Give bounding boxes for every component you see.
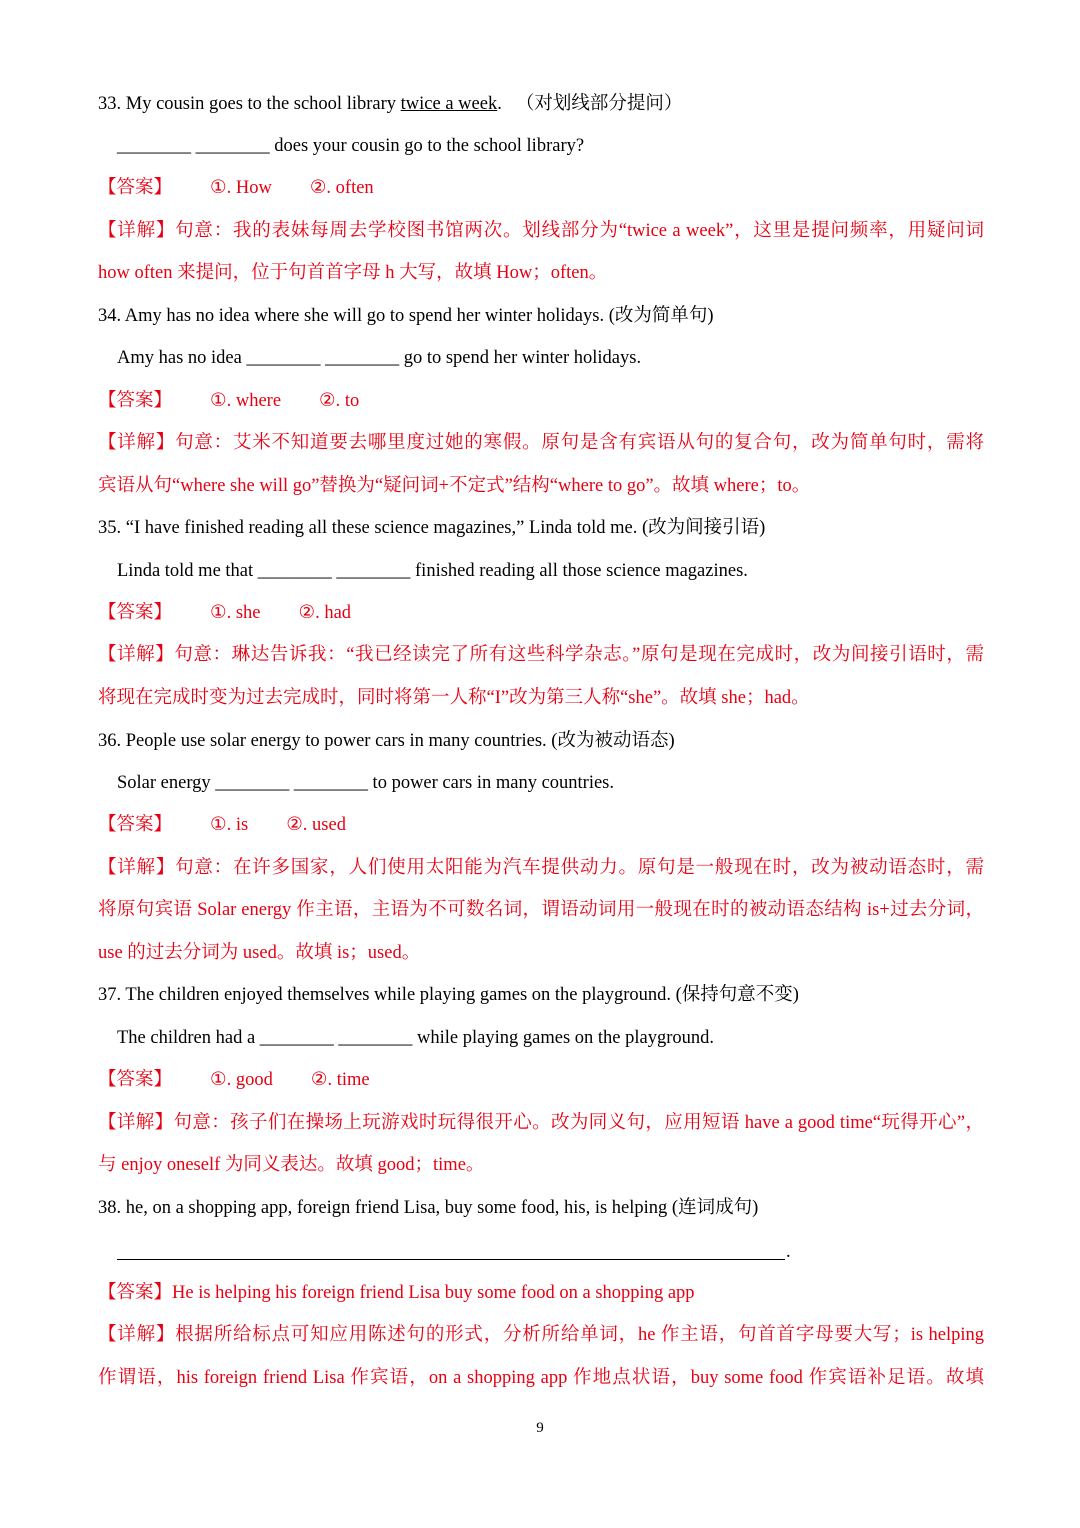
answer-item-1: ①. where	[210, 391, 282, 411]
answer-label: 【答案】	[98, 815, 173, 835]
question-36-explanation-line: 【详解】句意：在许多国家，人们使用太阳能为汽车提供动力。原句是一般现在时，改为被动语态时，需	[98, 858, 984, 878]
question-33-explanation-line: how often 来提问，位于句首首字母 h 大写，故填 How；often。	[98, 263, 608, 283]
answer-item-1: ①. is	[210, 815, 249, 835]
answer-blank-line	[117, 1259, 785, 1260]
question-35-explanation-line: 【详解】句意：琳达告诉我：“我已经读完了所有这些科学杂志。”原句是现在完成时，改为间接引语时，需	[98, 645, 984, 665]
question-36-stem: 36. People use solar energy to power cars in many countries. (改为被动语态)	[98, 731, 675, 751]
question-34-blank-line: Amy has no idea ________ ________ go to spend her winter holidays.	[117, 348, 642, 368]
answer-item-1: ①. good	[210, 1070, 273, 1090]
question-35-stem: 35. “I have finished reading all these science magazines,” Linda told me. (改为间接引语)	[98, 518, 766, 538]
question-33-answer	[98, 176, 984, 200]
question-38-answer: 【答案】He is helping his foreign friend Lisa buy some food on a shopping app	[98, 1283, 695, 1303]
question-37-answer	[98, 1068, 984, 1092]
question-instruction: （对划线部分提问）	[515, 94, 683, 114]
question-34-answer	[98, 389, 984, 413]
question-34-stem: 34. Amy has no idea where she will go to spend her winter holidays. (改为简单句)	[98, 306, 714, 326]
question-37-explanation-line: 与 enjoy oneself 为同义表达。故填 good；time。	[98, 1155, 485, 1175]
question-36-explanation-line: 将原句宾语 Solar energy 作主语，主语为不可数名词，谓语动词用一般现在时的被动语态结构 is+过去分词，	[98, 900, 984, 920]
question-36-blank-line: Solar energy ________ ________ to power cars in many countries.	[117, 773, 615, 793]
question-35-blank-line: Linda told me that ________ ________ finished reading all those science magazines.	[117, 561, 748, 581]
answer-item-1: ①. she	[210, 603, 261, 623]
question-text-end: .	[497, 94, 502, 114]
question-34-explanation-line: 【详解】句意：艾米不知道要去哪里度过她的寒假。原句是含有宾语从句的复合句，改为简单句时，需将	[98, 433, 984, 453]
answer-item-2: ②. often	[309, 178, 374, 198]
question-37-explanation-line: 【详解】句意：孩子们在操场上玩游戏时玩得很开心。改为同义句，应用短语 have a good time“玩得开心”，	[98, 1113, 984, 1133]
question-37-blank-line: The children had a ________ ________ while playing games on the playground.	[117, 1028, 715, 1048]
answer-item-2: ②. used	[286, 815, 346, 835]
question-37-stem: 37. The children enjoyed themselves while playing games on the playground. (保持句意不变)	[98, 985, 799, 1005]
question-38-explanation-line: 【详解】根据所给标点可知应用陈述句的形式，分析所给单词，he 作主语，句首首字母要大写；is helping	[98, 1325, 984, 1345]
answer-blank-period: .	[786, 1242, 791, 1262]
question-text: My cousin goes to the school library	[121, 94, 401, 114]
question-34-explanation-line: 宾语从句“where she will go”替换为“疑问词+不定式”结构“where to go”。故填 where；to。	[98, 476, 811, 496]
answer-label: 【答案】	[98, 178, 173, 198]
answer-label: 【答案】	[98, 603, 173, 623]
question-33-explanation-line: 【详解】句意：我的表妹每周去学校图书馆两次。划线部分为“twice a week”，这里是提问频率，用疑问词	[98, 221, 984, 241]
question-35-answer	[98, 601, 984, 625]
page-number: 9	[536, 1420, 544, 1436]
question-number: 33.	[98, 94, 122, 114]
question-33-stem	[98, 92, 984, 116]
answer-item-2: ②. time	[310, 1070, 370, 1090]
question-33-blank-line: ________ ________ does your cousin go to the school library?	[117, 136, 585, 156]
answer-item-1: ①. How	[210, 178, 272, 198]
question-35-explanation-line: 将现在完成时变为过去完成时，同时将第一人称“I”改为第三人称“she”。故填 she；had。	[98, 688, 810, 708]
question-38-explanation-line: 作谓语，his foreign friend Lisa 作宾语，on a shopping app 作地点状语，buy some food 作宾语补足语。故填	[98, 1368, 984, 1388]
question-36-explanation-line: use 的过去分词为 used。故填 is；used。	[98, 943, 421, 963]
answer-label: 【答案】	[98, 1070, 173, 1090]
question-36-answer	[98, 813, 984, 837]
answer-item-2: ②. had	[298, 603, 352, 623]
answer-item-2: ②. to	[319, 391, 360, 411]
question-38-stem: 38. he, on a shopping app, foreign friend Lisa, buy some food, his, is helping (连词成句)	[98, 1198, 759, 1218]
answer-label: 【答案】	[98, 391, 173, 411]
underlined-phrase: twice a week	[400, 94, 498, 114]
